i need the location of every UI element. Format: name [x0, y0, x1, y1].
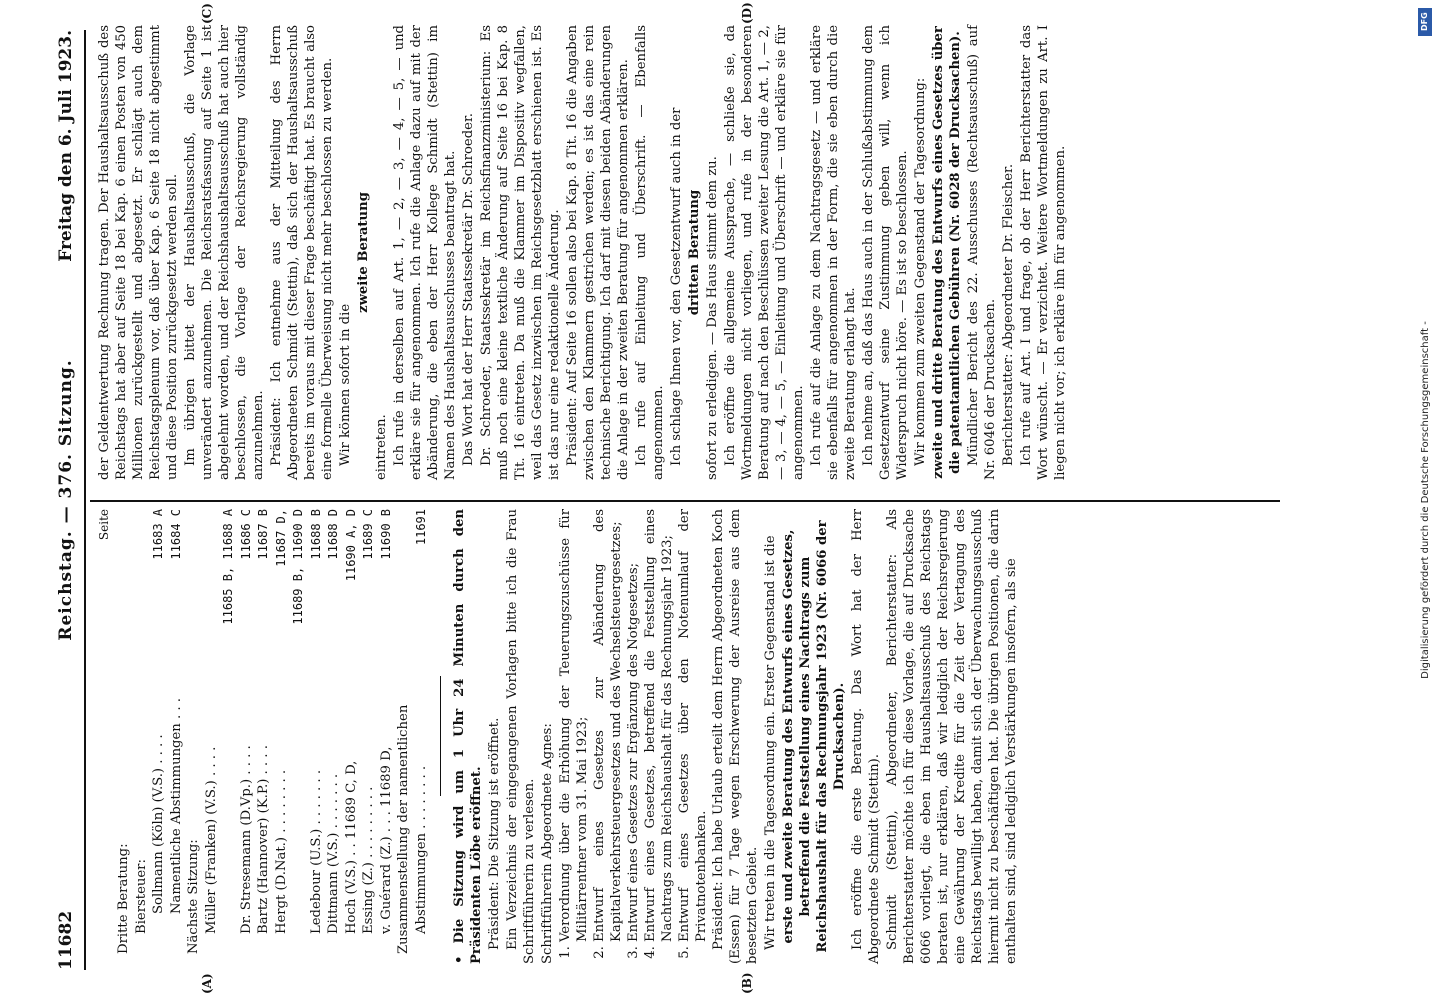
index-label: Dritte Beratung: — [116, 843, 131, 954]
page-number: 11682 — [56, 910, 76, 970]
paragraph: Ich eröffne die erste Beratung. Das Wort hat der Herr Abgeordnete Schmidt (Stettin). — [850, 509, 882, 964]
paragraph: Schmidt (Stettin), Abgeordneter, Berichterstatter: Als Berichterstatter möchte ich für diese Vorlage, die auf Drucksache 6066 vorliegt, die eben im Haushaltsausschuß des Reichstags beraten ist, nur erklären, daß wir lediglich der Reichsregierung eine Gewährung der Kredite für die Zeit der Vertagung des Reichstags bewilligt haben, damit sich der Überwachungsausschuß hiermit nicht zu beschäftigen hat. Die übrigen Positionen, die darin enthalten sind, sind lediglich Verstärkungen insofern, als sie — [885, 509, 1019, 964]
index-label: Sollmann (Köln) (V.S.) . . . . — [151, 734, 166, 914]
index-label: Namentliche Abstimmungen . . . — [168, 698, 184, 914]
paragraph: Im übrigen bittet der Haushaltsausschuß, die Vorlage unverändert anzunehmen. Die Reichsratsfassung auf Seite 1 ist abgelehnt worden, und der Reichshaushaltsausschuß hat auch hier beschlossen, die Vorlage der Reichsregierung vollständig anzunehmen. — [183, 25, 266, 480]
list-item: 4. Entwurf eines Gesetzes, betreffend die Feststellung eines Nachtrags zum Reichshaushalt für das Rechnungsjahr 1923; — [642, 509, 676, 942]
index-page — [115, 509, 133, 647]
index-label: Biersteuer: — [133, 859, 149, 934]
index-label: Ledebour (U.S.) . . . . . . . — [308, 769, 324, 934]
index-row — [413, 509, 431, 964]
paragraph: Ich schlage Ihnen vor, den Gesetzentwurf auch in der — [669, 107, 684, 466]
list-item: 1. Verordnung über die Erhöhung der Teuerungszuschüsse für Militärrentner vom 31. Mai 1923; — [557, 509, 591, 942]
margin-mark-b: (B) — [740, 972, 754, 994]
index-row — [133, 509, 151, 964]
paragraph: Wir kommen zum zweiten Gegenstand der Tagesordnung: — [913, 77, 928, 466]
index-page: 11691 — [413, 509, 428, 546]
paragraph: Präsident: Ich habe Urlaub erteilt dem Herrn Abgeordneten Koch (Essen) für 7 Tage wegen Erschwerung der Ausreise aus dem besetzten Gebiet. — [711, 509, 760, 964]
index-page — [203, 509, 221, 647]
index-row — [203, 509, 221, 964]
index-row — [325, 509, 343, 964]
digitization-note: Digitalisierung gefördert durch die Deutsche Forschungsgemeinschaft - — [1420, 321, 1431, 679]
index-label — [290, 647, 308, 964]
index-row — [238, 509, 256, 964]
dfg-logo: DFG — [1418, 8, 1432, 36]
paragraph: Mündlicher Bericht des 22. Ausschusses (Rechtsausschuß) auf Nr. 6046 der Drucksachen. — [966, 25, 998, 480]
index-row — [360, 509, 378, 964]
section-heading: dritten Beratung — [687, 189, 702, 316]
digitization-sidebar — [1417, 0, 1434, 1000]
paragraph: sofort zu erledigen. — Das Haus stimmt dem zu. — [705, 156, 720, 480]
paragraph: Ich rufe auf die Anlage zu dem Nachtragsgesetz — und erkläre sie ebenfalls für angenommen in der Form, die sie eben durch die zweite Beratung erlangt hat. — [809, 25, 858, 480]
index-page: 11685 B, 11688 A — [221, 509, 235, 625]
index-page: 11687 B — [256, 509, 270, 560]
paragraph: Dr. Schroeder, Staatssekretär im Reichsfinanzministerium: Es muß noch eine kleine textliche Änderung auf Seite 16 bei Kap. 8 Tit. 16 eintreten. Da muß die Klammer im Dispositiv wegfallen, weil das Gesetz inzwischen im Reichsgesetzblatt erschienen ist. Es ist das nur eine redaktionelle Änderung. — [479, 25, 562, 480]
paragraph: Wir können sofort in die — [338, 303, 353, 466]
index-label: Zusammenstellung der namentlichen — [396, 704, 411, 954]
index-row — [185, 509, 203, 964]
paragraph: Präsident: Ich entnehme aus der Mitteilung des Herrn Abgeordneten Schmidt (Stettin), daß sich der Haushaltsausschuß bereits im voraus mit dieser Frage beschäftigt hat. Es braucht also eine formelle Überweisung nicht mehr beschlossen zu werden. — [269, 25, 335, 480]
running-header — [56, 30, 82, 970]
index-label: Hergt (D.Nat.) . . . . . . . . — [273, 769, 289, 934]
paragraph: Ich rufe in derselben auf Art. 1, — 2, — 3, — 4, — 5, — und erkläre sie für angenommen. Ich rufe die Anlage dazu auf mit der Abänderung, die eben der Herr Kollege Schmidt (Stettin) im Namen des Haushaltsausschusses beantragt hat. — [392, 25, 458, 480]
index-row — [220, 509, 238, 964]
index-page: 11689 B, 11690 D — [291, 509, 305, 625]
index-page — [395, 509, 413, 647]
index-page — [185, 509, 203, 647]
index-page: 11687 D, — [273, 509, 288, 567]
index-label: Dr. Stresemann (D.Vp.) . . . . — [238, 745, 254, 934]
session-title: Reichstag. — 376. Sitzung. — [56, 359, 76, 641]
section-separator — [440, 677, 441, 797]
column-divider — [90, 500, 1280, 502]
header-rule — [84, 30, 86, 970]
paragraph: Präsident: Die Sitzung ist eröffnet. — [487, 717, 502, 950]
index-label: Müller (Franken) (V.S.) . . . . — [203, 746, 219, 934]
index-page: 11686 C — [238, 509, 253, 560]
paragraph: Ich rufe auf Einleitung und Überschrift. — Ebenfalls angenommen. — [634, 25, 666, 480]
list-item: 5. Entwurf eines Gesetzes über den Notenumlauf der Privatnotenbanken. — [676, 509, 710, 942]
list-item: 3. Entwurf eines Gesetzes zur Ergänzung des Notgesetzes; — [625, 509, 642, 942]
speaker-index — [115, 509, 430, 964]
session-date: Freitag den 6. Juli 1923. — [56, 30, 76, 262]
index-label: Essing (Z.) . . . . . . . . . — [361, 786, 376, 934]
agenda-heading: erste und zweite Beratung des Entwurfs eines Gesetzes, betreffend die Feststellung eines Nachtrags zum Reichshaushalt für das Rechnungsjahr 1923 (Nr. 6066 der Drucksachen). — [781, 520, 847, 953]
index-page: 11688 B — [308, 509, 323, 560]
left-column — [96, 509, 1021, 964]
index-row — [308, 509, 326, 964]
index-row — [273, 509, 291, 964]
agenda-heading: zweite und dritte Beratung des Entwurfs eines Gesetzes über die patentamtlichen Gebühren (Nr. 6028 der Drucksachen). — [931, 26, 963, 479]
paragraph: der Geldentwertung Rechnung tragen. Der Haushaltsausschuß des Reichstags hat aber auf Seite 18 bei Kap. 6 einen Posten von 450 Millionen zurückgestellt und abgesetzt. Er schlägt auch dem Reichstagsplenum vor, daß über Kap. 6 Seite 18 nicht abgestimmt und diese Position zurückgesetzt werden soll. — [97, 25, 180, 480]
index-label: Bartz (Hannover) (K.P.) . . . . — [256, 745, 271, 934]
index-row — [290, 509, 308, 964]
paragraph: eintreten. — [374, 414, 389, 480]
paragraph: Das Wort hat der Herr Staatssekretär Dr. Schroeder. — [461, 112, 476, 466]
index-row — [343, 509, 361, 964]
index-label: v. Guérard (Z.) . . . 11689 D, — [378, 746, 394, 934]
paragraph: Präsident: Auf Seite 16 sollen also bei Kap. 8 Tit. 16 die Angaben zwischen den Klammern gestrichen werden; es ist das eine rein technische Berichtigung. Ich darf mit diesen beiden Abänderungen die Anlage in der zweiten Beratung für angenommen erklären. — [565, 25, 631, 480]
index-page: 11689 C — [361, 509, 375, 560]
right-column — [96, 25, 1070, 480]
paragraph: Wir treten in die Tagesordnung ein. Erster Gegenstand ist die — [763, 535, 778, 950]
index-page — [133, 509, 151, 647]
index-label — [220, 647, 238, 964]
submissions-list — [557, 509, 710, 964]
margin-mark-d: (D) — [740, 2, 754, 24]
index-page: 11690 B — [378, 509, 393, 560]
paragraph: Ein Verzeichnis der eingegangenen Vorlagen bitte ich die Frau Schriftführerin zu verlesen. — [505, 509, 537, 964]
list-item: 2. Entwurf eines Gesetzes zur Abänderung des Kapitalverkehrsteuergesetzes und des Wechselsteuergesetzes; — [591, 509, 625, 942]
index-row — [255, 509, 273, 964]
opening-note: • Die Sitzung wird um 1 Uhr 24 Minuten durch den Präsidenten Löbe eröffnet. — [452, 509, 484, 964]
paragraph: Ich rufe auf Art. I und frage, ob der Herr Berichterstatter das Wort wünscht. — Er verzichtet. Weitere Wortmeldungen zu Art. I liegen nicht vor; ich erkläre ihn für angenommen. — [1019, 25, 1068, 480]
paragraph: Ich eröffne die allgemeine Aussprache, — schließe sie, da Wortmeldungen nicht vorliegen, und rufe in der besonderen Beratung auf nach den Beschlüssen zweiter Lesung die Art. 1, — 2, — 3, — 4, — 5, — Einleitung und Überschrift — und erkläre sie für angenommen. — [723, 25, 806, 480]
index-row — [378, 509, 396, 964]
margin-mark-a: (A) — [200, 973, 214, 994]
seite-label: Seite — [97, 509, 111, 541]
index-label: Abstimmungen . . . . . . . . — [413, 765, 429, 934]
index-label: Nächste Sitzung: — [186, 839, 201, 954]
paragraph: Berichterstatter: Abgeordneter Dr. Fleischer. — [1001, 163, 1016, 466]
index-page: 11688 D — [326, 509, 340, 560]
paragraph: Schriftführerin Abgeordnete Agnes: — [540, 723, 555, 964]
index-row — [168, 509, 186, 964]
paragraph: Ich nehme an, daß das Haus auch in der Schlußabstimmung dem Gesetzentwurf seine Zustimmung geben will, wenn ich Widerspruch nicht höre. — Es ist so beschlossen. — [861, 25, 910, 480]
index-row — [150, 509, 168, 964]
index-page: 11683 A — [151, 509, 165, 560]
section-heading: zweite Beratung — [356, 192, 371, 313]
index-label: Dittmann (V.S.) . . . . . . . — [326, 773, 341, 934]
index-label: Hoch (V.S.) . . 11689 C, D, — [343, 760, 359, 934]
index-row — [115, 509, 133, 964]
index-row — [395, 509, 413, 964]
index-page: 11684 C — [168, 509, 183, 560]
margin-mark-c: (C) — [200, 3, 214, 24]
index-page: 11690 A, D — [343, 509, 358, 582]
